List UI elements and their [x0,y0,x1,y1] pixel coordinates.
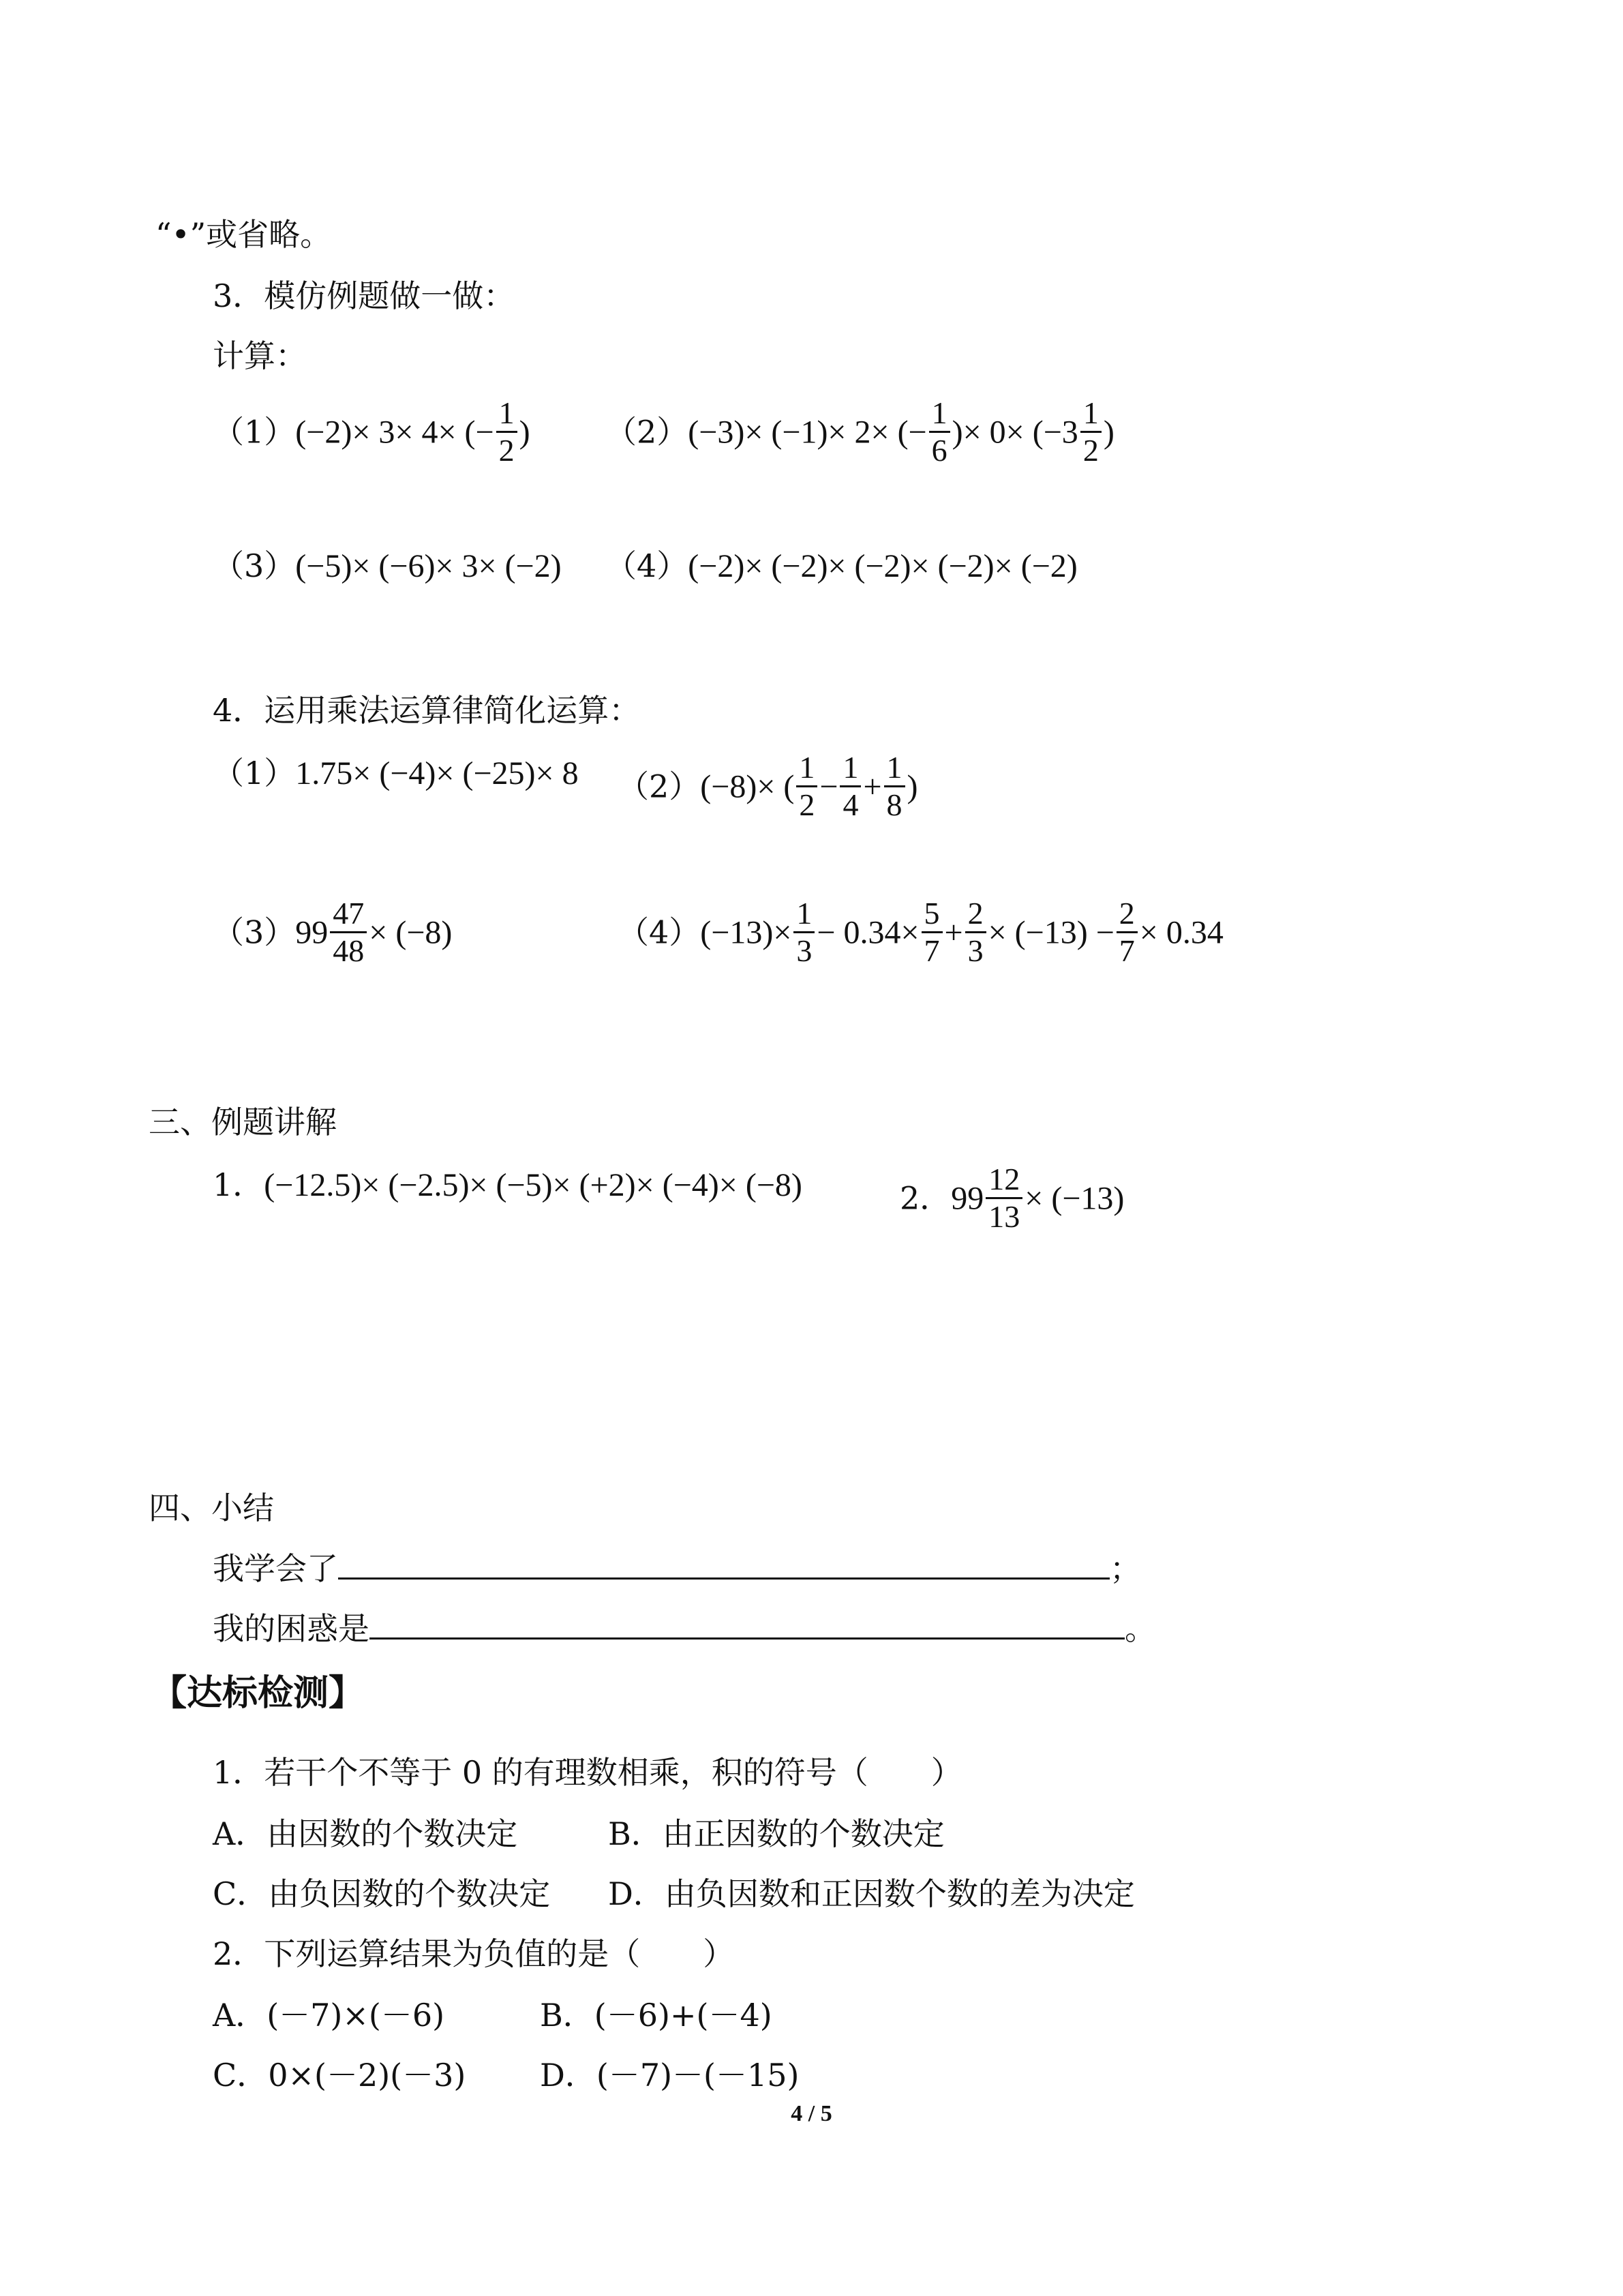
numerator: 1 [796,896,813,931]
fraction [929,395,950,468]
expr: (−13)× [700,914,792,951]
check-heading: 【达标检测】 [151,1673,365,1714]
confused-end: 。 [1125,1610,1156,1647]
check-q2-option-a: A．(－7)×(－6) [213,1997,445,2034]
q-label: （3） [213,547,296,584]
numerator: 2 [1119,896,1135,931]
s3-q2 [605,395,1114,471]
expr: 99 [951,1180,984,1217]
expr: (−2)× 3× 4× (− [295,414,494,451]
check-q1-stem: 1．若干个不等于 0 的有理数相乘，积的符号（ ） [213,1754,962,1791]
denominator: 48 [330,931,367,969]
expr: ) [519,414,530,451]
check-q1-option-c: C．由负因数的个数决定 [213,1875,551,1912]
denominator: 2 [1080,431,1102,468]
example-2 [900,1164,1124,1237]
learned-line [213,1547,1141,1589]
denominator: 4 [840,785,861,823]
denominator: 13 [986,1197,1022,1235]
confused-line [213,1607,1156,1649]
q-label: （3） [213,913,296,951]
q-label: （2） [605,413,688,451]
expr: (−8)× ( [700,768,795,805]
intro-line: “•”或省略。 [155,216,332,253]
expr: (−2)× (−2)× (−2)× (−2)× (−2) [688,548,1078,584]
q-label: （1） [213,413,296,451]
s4-q3 [213,898,452,971]
expr: 99 [295,914,329,951]
q-label: （4） [605,547,688,584]
fraction [922,896,943,969]
check-q2-option-c: C．0×(－2)(－3) [213,2057,466,2094]
example-1 [213,1164,802,1206]
s3-q3 [213,545,562,587]
expr: (−3)× (−1)× 2× (− [688,414,927,451]
check-q1-option-b: B．由正因数的个数决定 [608,1815,945,1852]
q-label: （4） [618,913,701,951]
s3-heading: 3．模仿例题做一做： [213,277,515,314]
fraction [796,750,817,823]
page-number: 4 / 5 [791,2101,832,2126]
denominator: 6 [929,431,950,468]
numerator: 1 [498,395,515,430]
fraction [496,395,517,468]
expr: (−5)× (−6)× 3× (−2) [295,548,562,584]
numerator: 12 [988,1162,1020,1196]
denominator: 2 [496,431,517,468]
s4-q2 [618,750,918,826]
numerator: 5 [924,896,940,931]
check-q1-option-d: D．由负因数和正因数个数的差为决定 [608,1875,1135,1912]
expr: )× 0× (−3 [952,414,1078,451]
s3-q1 [213,395,530,471]
fraction [330,896,367,969]
calc-label: 计算： [213,337,307,374]
expr: × (−13) − [988,914,1114,951]
expr: ) [1103,414,1114,451]
fraction [840,750,861,823]
fraction [965,896,986,969]
q-label: （1） [213,755,296,791]
learned-blank[interactable] [338,1547,1110,1580]
numerator: 1 [931,395,947,430]
denominator: 3 [793,931,815,969]
denominator: 8 [884,785,905,823]
check-q1-option-a: A．由因数的个数决定 [213,1815,518,1852]
expr: × 0.34 [1139,914,1224,951]
s4-q1 [213,753,579,794]
learned-end: ； [1110,1550,1141,1587]
numerator: 47 [333,896,365,931]
expr: × (−8) [369,914,453,951]
denominator: 7 [922,931,943,969]
confused-blank[interactable] [369,1607,1125,1640]
q-label: 2． [900,1179,952,1217]
check-q2-option-b: B．(－6)+(－4) [540,1997,772,2034]
denominator: 7 [1117,931,1138,969]
numerator: 1 [843,750,859,785]
fraction [793,896,815,969]
operator: + [863,768,882,805]
fraction [884,750,905,823]
check-q2-option-d: D．(－7)－(－15) [540,2057,800,2094]
section3-heading: 三、例题讲解 [149,1104,337,1141]
s4-heading: 4．运用乘法运算律简化运算： [213,692,641,729]
section4-heading: 四、小结 [149,1490,274,1526]
s3-q4 [605,545,1078,587]
numerator: 1 [799,750,815,785]
operator: − [819,768,838,805]
fraction [1117,896,1138,969]
numerator: 1 [886,750,902,785]
fraction [986,1162,1022,1235]
expr: × (−13) [1025,1180,1125,1217]
numerator: 2 [967,896,984,931]
learned-label: 我学会了 [213,1550,338,1587]
expr: − 0.34× [817,914,920,951]
confused-label: 我的困惑是 [213,1610,369,1647]
expr: 1.75× (−4)× (−25)× 8 [295,755,579,791]
denominator: 3 [965,931,986,969]
q-label: （2） [618,768,701,805]
s4-q4 [618,898,1224,971]
denominator: 2 [796,785,817,823]
q-label: 1． [213,1166,264,1203]
check-q2-stem: 2．下列运算结果为负值的是（ ） [213,1935,735,1972]
numerator: 1 [1082,395,1099,430]
expr: ) [907,768,918,805]
fraction [1080,395,1102,468]
expr: (−12.5)× (−2.5)× (−5)× (+2)× (−4)× (−8) [264,1167,802,1203]
operator: + [944,914,963,951]
